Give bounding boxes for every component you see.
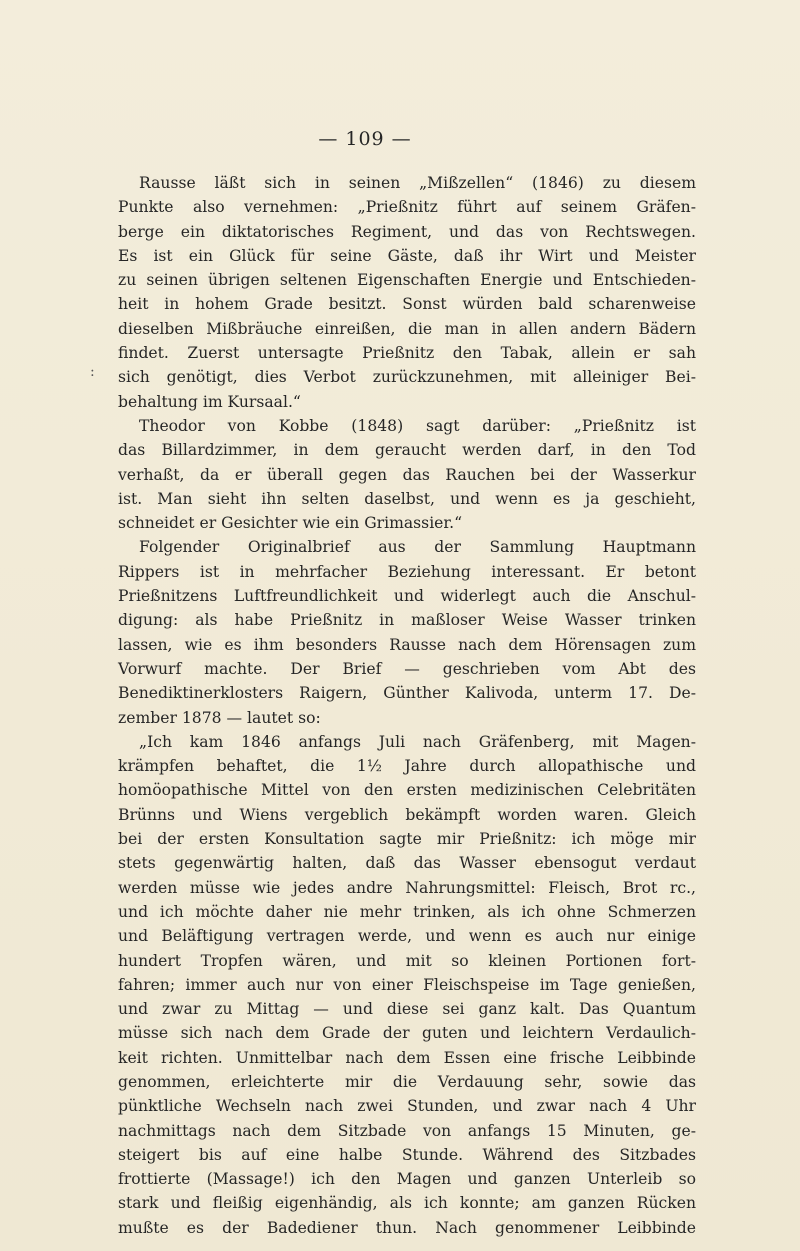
text-line: Folgender Originalbrief aus der Sammlung Hauptmann bbox=[139, 538, 696, 557]
text-line: bei der ersten Konsultation sagte mir Prießnitz: ich möge mir bbox=[118, 830, 696, 849]
text-line: stark und fleißig eigenhändig, als ich konnte; am ganzen Rücken bbox=[118, 1194, 696, 1213]
text-line: findet. Zuerst untersagte Prießnitz den Tabak, allein er sah bbox=[118, 344, 696, 363]
text-line: und zwar zu Mittag — und diese sei ganz kalt. Das Quantum bbox=[118, 1000, 696, 1019]
text-line: schneidet er Gesichter wie ein Grimassier.“ bbox=[118, 514, 463, 533]
text-line: Rippers ist in mehrfacher Beziehung interessant. Er betont bbox=[118, 562, 696, 581]
text-line: Brünns und Wiens vergeblich bekämpft worden waren. Gleich bbox=[118, 805, 696, 824]
text-line: behaltung im Kursaal.“ bbox=[118, 392, 301, 411]
text-line: werden müsse wie jedes andre Nahrungsmittel: Fleisch, Brot rc., bbox=[118, 878, 696, 897]
text-line: steigert bis auf eine halbe Stunde. Während des Sitzbades bbox=[118, 1145, 696, 1164]
text-line: genommen, erleichterte mir die Verdauung sehr, sowie das bbox=[118, 1072, 696, 1091]
text-line: Theodor von Kobbe (1848) sagt darüber: „Prießnitz ist bbox=[139, 416, 696, 435]
body-text bbox=[118, 171, 696, 1240]
text-line: pünktliche Wechseln nach zwei Stunden, und zwar nach 4 Uhr bbox=[118, 1097, 696, 1116]
text-line: und Beläftigung vertragen werde, und wenn es auch nur einige bbox=[118, 927, 696, 946]
text-line: zember 1878 — lautet so: bbox=[118, 708, 321, 727]
text-line: Prießnitzens Luftfreundlichkeit und widerlegt auch die Anschul- bbox=[118, 587, 696, 606]
text-line: und ich möchte daher nie mehr trinken, als ich ohne Schmerzen bbox=[118, 902, 696, 921]
text-line: fahren; immer auch nur von einer Fleischspeise im Tage genießen, bbox=[118, 975, 696, 994]
text-line: nachmittags nach dem Sitzbade von anfangs 15 Minuten, ge- bbox=[118, 1121, 696, 1140]
text-line: sich genötigt, dies Verbot zurückzunehmen, mit alleiniger Bei- bbox=[118, 368, 696, 387]
text-line: homöopathische Mittel von den ersten medizinischen Celebritäten bbox=[118, 781, 696, 800]
text-line: Vorwurf machte. Der Brief — geschrieben vom Abt des bbox=[118, 659, 696, 678]
text-line: zu seinen übrigen seltenen Eigenschaften Energie und Entschieden- bbox=[118, 271, 696, 290]
text-line: lassen, wie es ihm besonders Rausse nach dem Hörensagen zum bbox=[118, 635, 696, 654]
text-line: berge ein diktatorisches Regiment, und das von Rechtswegen. bbox=[118, 222, 696, 241]
text-line: digung: als habe Prießnitz in maßloser Weise Wasser trinken bbox=[118, 611, 696, 630]
text-line: heit in hohem Grade besitzt. Sonst würden bald scharenweise bbox=[118, 295, 696, 314]
text-line: stets gegenwärtig halten, daß das Wasser ebensogut verdaut bbox=[118, 854, 696, 873]
text-line: krämpfen behaftet, die 1½ Jahre durch allopathische und bbox=[118, 757, 696, 776]
text-line: hundert Tropfen wären, und mit so kleinen Portionen fort- bbox=[118, 951, 696, 970]
text-line: ist. Man sieht ihn selten daselbst, und wenn es ja geschieht, bbox=[118, 489, 696, 508]
text-line: Punkte also vernehmen: „Prießnitz führt auf seinem Gräfen- bbox=[118, 198, 696, 217]
text-line: das Billardzimmer, in dem geraucht werden darf, in den Tod bbox=[118, 441, 696, 460]
text-line: frottierte (Massage!) ich den Magen und ganzen Unterleib so bbox=[118, 1170, 696, 1189]
text-line: Rausse läßt sich in seinen „Mißzellen“ (1846) zu diesem bbox=[139, 174, 696, 192]
page-number: — 109 — bbox=[318, 128, 412, 150]
text-line: verhaßt, da er überall gegen das Rauchen bei der Wasserkur bbox=[118, 465, 696, 484]
margin-mark: : bbox=[90, 364, 95, 380]
text-line: „Ich kam 1846 anfangs Juli nach Gräfenberg, mit Magen- bbox=[139, 732, 696, 751]
text-line: keit richten. Unmittelbar nach dem Essen eine frische Leibbinde bbox=[118, 1048, 696, 1067]
text-line: Es ist ein Glück für seine Gäste, daß ihr Wirt und Meister bbox=[118, 246, 696, 265]
text-line: dieselben Mißbräuche einreißen, die man in allen andern Bädern bbox=[118, 319, 696, 338]
text-line: mußte es der Badediener thun. Nach genommener Leibbinde bbox=[118, 1218, 696, 1237]
text-line: müsse sich nach dem Grade der guten und leichtern Verdaulich- bbox=[118, 1024, 696, 1043]
text-line: Benediktinerklosters Raigern, Günther Kalivoda, unterm 17. De- bbox=[118, 684, 696, 703]
